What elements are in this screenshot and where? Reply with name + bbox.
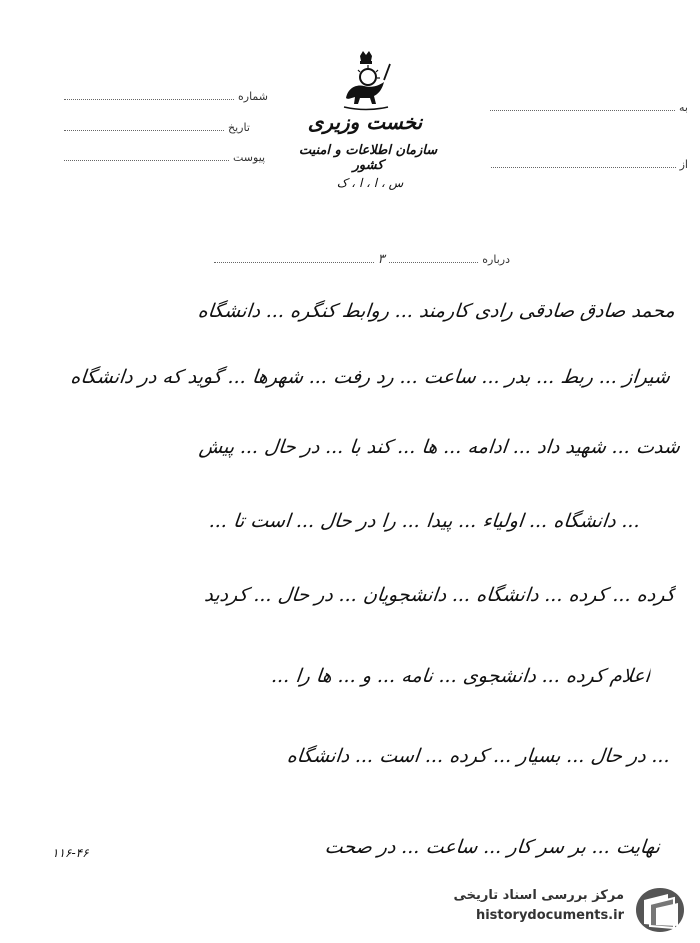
handwritten-line: ... دانشگاه ... اولیاء ... پیدا ... را در حال ... است تا ... — [208, 510, 642, 532]
to-dotted-line — [490, 110, 675, 111]
lion-and-sun-emblem-icon — [338, 50, 394, 112]
to-field — [486, 101, 688, 114]
from-field — [487, 158, 688, 171]
subject-dotted-line-left — [214, 262, 374, 263]
watermark-title: مرکز بررسی اسناد تاریخی — [453, 888, 624, 903]
to-label: به — [679, 101, 688, 114]
document-reference: ۱۱۶-۴۶ — [52, 846, 89, 860]
org-title: نخست وزیری — [307, 110, 423, 134]
attachment-field — [60, 151, 265, 164]
date-dotted-line — [64, 130, 224, 131]
watermark — [410, 882, 692, 938]
subject-value: ۳ — [377, 252, 385, 267]
handwritten-line: شیراز ... ربط ... بدر ... ساعت ... رد رفت ... شهرها ... گوید که در دانشگاه — [69, 366, 672, 388]
history-documents-logo-icon — [634, 886, 686, 934]
attachment-dotted-line — [64, 160, 229, 161]
handwritten-line: محمد صادق صادقی رادی کارمند ... روابط کنگره ... دانشگاه — [196, 300, 677, 322]
subject-field — [210, 252, 510, 267]
handwritten-line: اعلام کرده ... دانشجوی ... نامه ... و ... ها را ... — [270, 665, 652, 687]
handwritten-line: نهایت ... بر سر کار ... ساعت ... در صحت — [323, 836, 662, 858]
org-subtitle: سازمان اطلاعات و امنیت کشور — [298, 143, 438, 173]
from-label: از — [679, 158, 688, 171]
watermark-url: historydocuments.ir — [475, 908, 624, 923]
subject-label: درباره — [482, 253, 510, 266]
date-label: تاریخ — [228, 121, 250, 134]
handwritten-line: شدت ... شهید داد ... ادامه ... ها ... کند با ... در حال ... پیش — [197, 436, 682, 458]
number-field — [60, 90, 268, 103]
subject-dotted-line-right — [389, 262, 479, 263]
number-dotted-line — [64, 99, 234, 100]
date-field — [60, 121, 250, 134]
handwritten-line: گرده ... کرده ... دانشگاه ... دانشجویان ... در حال ... کردید — [203, 584, 677, 606]
number-label: شماره — [238, 90, 269, 103]
org-code: س ، ا ، ا ، ک — [336, 176, 404, 190]
attachment-label: پیوست — [233, 151, 266, 164]
from-dotted-line — [491, 167, 676, 168]
handwritten-line: ... در حال ... بسیار ... کرده ... است ... دانشگاه — [285, 745, 672, 767]
